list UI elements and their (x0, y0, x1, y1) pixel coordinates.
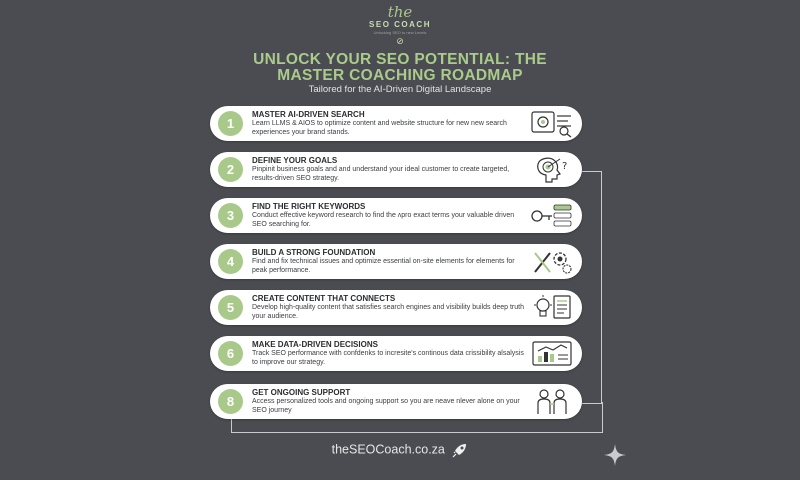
title-line-1: UNLOCK YOUR SEO POTENTIAL: THE (253, 51, 547, 68)
step-number: 1 (218, 111, 243, 136)
step-card-1 (210, 106, 582, 141)
step-number: 3 (218, 203, 243, 228)
step-description: Access personalized tools and ongoing support so you are neave nlever alone on your SEO journey (252, 398, 520, 414)
connector-rail-right (582, 171, 602, 404)
title-line-2: MASTER COACHING ROADMAP (277, 67, 523, 84)
step-number: 4 (218, 249, 243, 274)
step-card-4 (210, 244, 582, 279)
page-subtitle: Tailored for the AI-Driven Digital Landscape (308, 84, 492, 95)
step-description: Develop high-quality content that satisfies search engines and visibility builds deep truth your audience. (252, 304, 524, 320)
step-number: 5 (218, 295, 243, 320)
logo-tagline: Unlocking SEO to new Levels (373, 30, 427, 35)
step-number: 6 (218, 341, 243, 366)
ai-search-icon (530, 109, 574, 138)
page-title (0, 52, 800, 84)
sparkle-icon (604, 444, 626, 466)
step-number: 2 (218, 157, 243, 182)
step-card-8 (210, 384, 582, 419)
step-card-5 (210, 290, 582, 325)
footer (0, 442, 800, 458)
analytics-chart-icon (530, 339, 574, 368)
step-card-3 (210, 198, 582, 233)
step-title: MAKE DATA-DRIVEN DECISIONS (252, 340, 378, 349)
step-description: Learn LLMS & AIOS to optimize content and website structure for new new search experiences your brand stands. (252, 120, 507, 136)
step-card-6 (210, 336, 582, 371)
step-title: GET ONGOING SUPPORT (252, 388, 351, 397)
tools-gear-icon (530, 247, 574, 276)
step-title: FIND THE RIGHT KEYWORDS (252, 202, 366, 211)
compass-icon: ⊘ (396, 36, 404, 46)
step-card-2 (210, 152, 582, 187)
step-title: CREATE CONTENT THAT CONNECTS (252, 294, 396, 303)
brand-logo (0, 4, 800, 46)
step-number: 8 (218, 389, 243, 414)
target-head-icon (530, 155, 574, 184)
step-description: Pinpinit business goals and and understand your ideal customer to create targeted, results-driven SEO strategy. (252, 166, 510, 182)
svg-text:?: ? (562, 161, 568, 172)
support-people-icon (530, 387, 574, 416)
step-title: MASTER AI-DRIVEN SEARCH (252, 110, 365, 119)
step-description: Conduct effective keyword research to find the ʌpro exact terms your valuable driven SEO searching for. (252, 212, 515, 228)
step-description: Find and fix technical issues and optimize essential on-site elements for elements for peak performance. (252, 258, 515, 274)
step-description: Track SEO performance with confdenks to incresite's continous data crissibility alsalysis to improve our strategy. (252, 350, 524, 366)
footer-url[interactable]: theSEOCoach.co.za (331, 442, 445, 457)
step-title: BUILD A STRONG FOUNDATION (252, 248, 376, 257)
content-bulb-icon (530, 293, 574, 322)
step-title: DEFINE YOUR GOALS (252, 156, 338, 165)
logo-script: the (387, 3, 413, 21)
rocket-icon (452, 442, 468, 458)
logo-name: SEO COACH (369, 20, 431, 29)
keyword-key-icon (530, 201, 574, 230)
